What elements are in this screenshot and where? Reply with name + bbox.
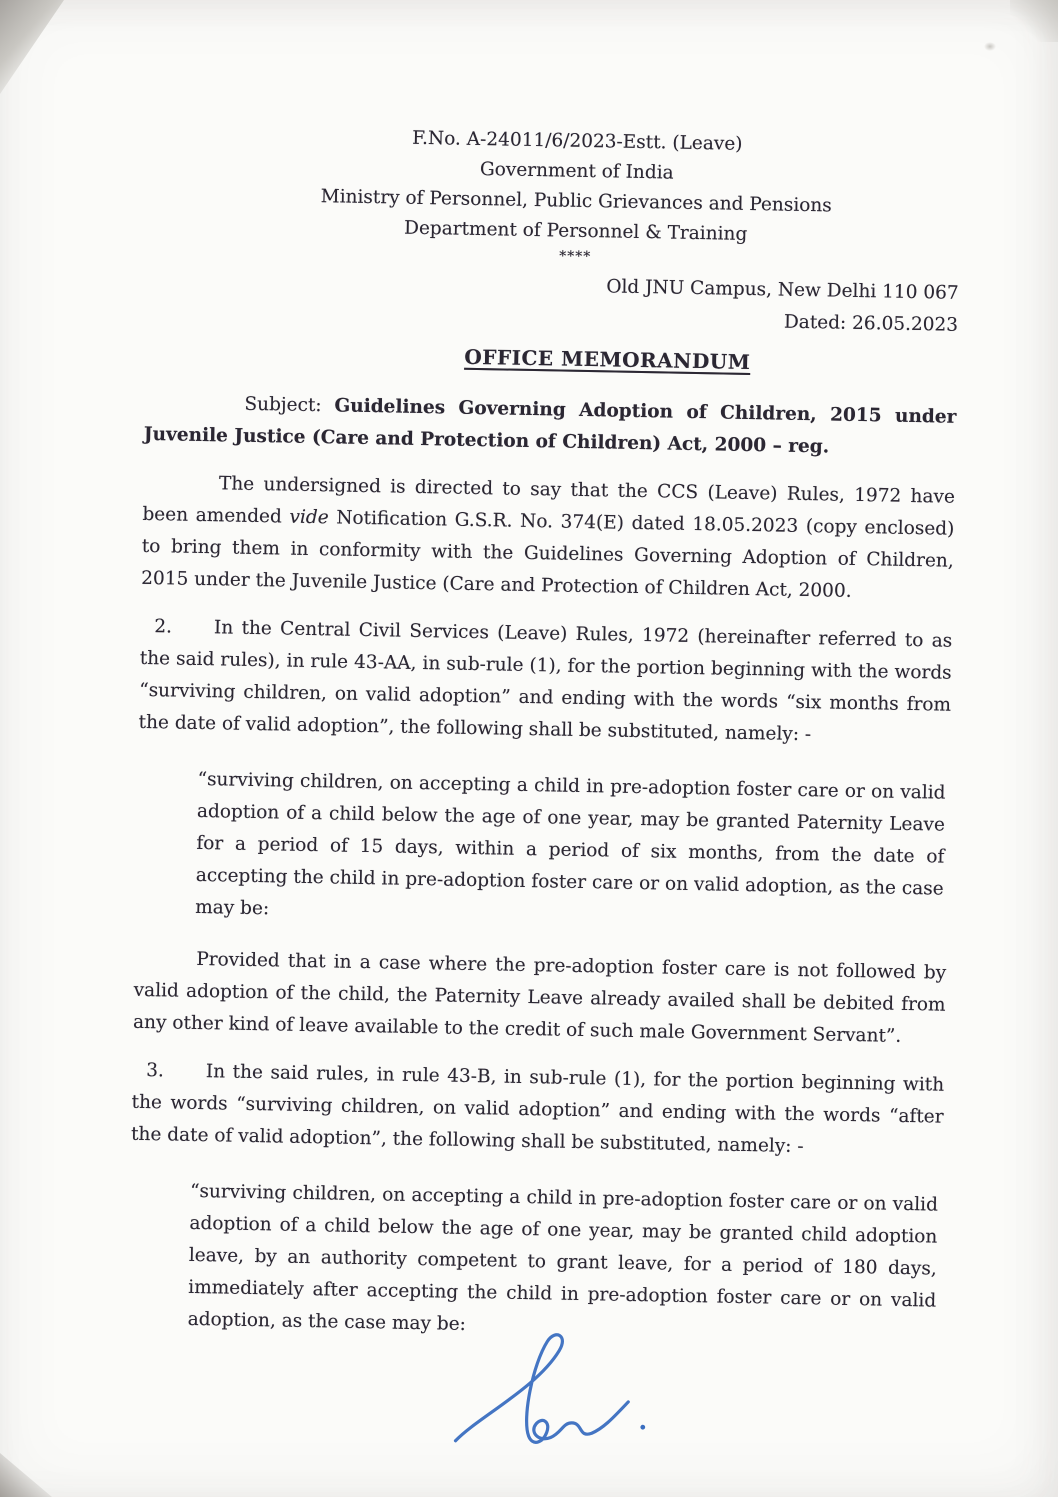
scan-speck-artifact — [984, 42, 996, 51]
subject-paragraph — [144, 387, 957, 466]
substituted-clause-2: “surviving children, on accepting a child in pre-adoption foster care or on valid adoption of a child below the age of one year, may be granted child adoption leave, by an authority competent to grant leave, for a period of 180 days, immediately after accepting the child in pre-adoption foster care or on valid adoption, as the case may be: — [187, 1180, 939, 1335]
scan-shadow-top-right-corner — [1010, 0, 1058, 42]
substituted-clause-1: “surviving children, on accepting a child in pre-adoption foster care or on valid adoption of a child below the age of one year, may be granted Paternity Leave for a period of 15 days, within a period of six months, from the date of accepting the child in pre-adoption foster care or on valid adoption, as the case may be: — [195, 768, 946, 920]
government-line: Government of India — [479, 159, 674, 184]
signature-scribble — [443, 1325, 655, 1464]
paragraph-2 — [138, 611, 952, 754]
department-line: Department of Personnel & Training — [403, 217, 748, 245]
number-gap — [172, 632, 214, 633]
signature-stroke — [456, 1333, 630, 1444]
ministry-line: Ministry of Personnel, Public Grievances and Pensions — [320, 186, 832, 217]
memo-title-text: OFFICE MEMORANDUM — [464, 344, 751, 374]
paragraph-1-italic-vide: vide — [289, 506, 329, 529]
paragraph-3-number: 3. — [146, 1060, 165, 1082]
stars-separator: **** — [559, 248, 592, 266]
subject-label: Subject: — [244, 393, 322, 417]
paragraph-3 — [131, 1055, 945, 1166]
date-line: Dated: 26.05.2023 — [783, 311, 959, 336]
paragraph-1-text-after: Notification G.S.R. No. 374(E) dated 18.05.2023 (copy enclosed) to bring them in conformity with the Guidelines Governing Adoption of Children, 2015 under the Juvenile Justice (Care and Protection of Children Act, 2000. — [141, 507, 955, 602]
signature-ink-dot — [640, 1425, 645, 1430]
memo-title — [201, 336, 1013, 385]
file-number-line: F.No. A-24011/6/2023-Estt. (Leave) — [411, 127, 743, 155]
dateline-block — [146, 263, 959, 342]
number-gap — [164, 1076, 206, 1077]
address-line: Old JNU Campus, New Delhi 110 067 — [606, 276, 959, 304]
memo-content — [127, 0, 963, 1350]
proviso-paragraph: Provided that in a case where the pre-adoption foster care is not followed by valid adoption of the child, the Paternity Leave already availed shall be debited from any other kind of leave available to the credit of such male Government Servant”. — [132, 948, 947, 1047]
subject-text: Guidelines Governing Adoption of Children, 2015 under Juvenile Justice (Care and Protection of Children) Act, 2000 – reg. — [143, 395, 957, 458]
paragraph-3-text: In the said rules, in rule 43-B, in sub-rule (1), for the portion beginning with the words “surviving children, on valid adoption” and ending with the words “after the date of valid adoption”, the following shall be substituted, namely: - — [130, 1061, 945, 1158]
paragraph-2-number: 2. — [154, 616, 173, 638]
paragraph-1-text-before: The undersigned is directed to say that the CCS (Leave) Rules, 1972 have been amended — [142, 473, 956, 528]
letterhead — [169, 119, 983, 274]
paragraph-2-text: In the Central Civil Services (Leave) Rules, 1972 (hereinafter referred to as the said rules), in rule 43-AA, in sub-rule (1), for the portion beginning with the words “surviving children, on valid adoption” and ending with the words “six months from the date of valid adoption”, the following shall be substituted, namely: - — [138, 617, 953, 746]
paragraph-1 — [141, 467, 955, 610]
